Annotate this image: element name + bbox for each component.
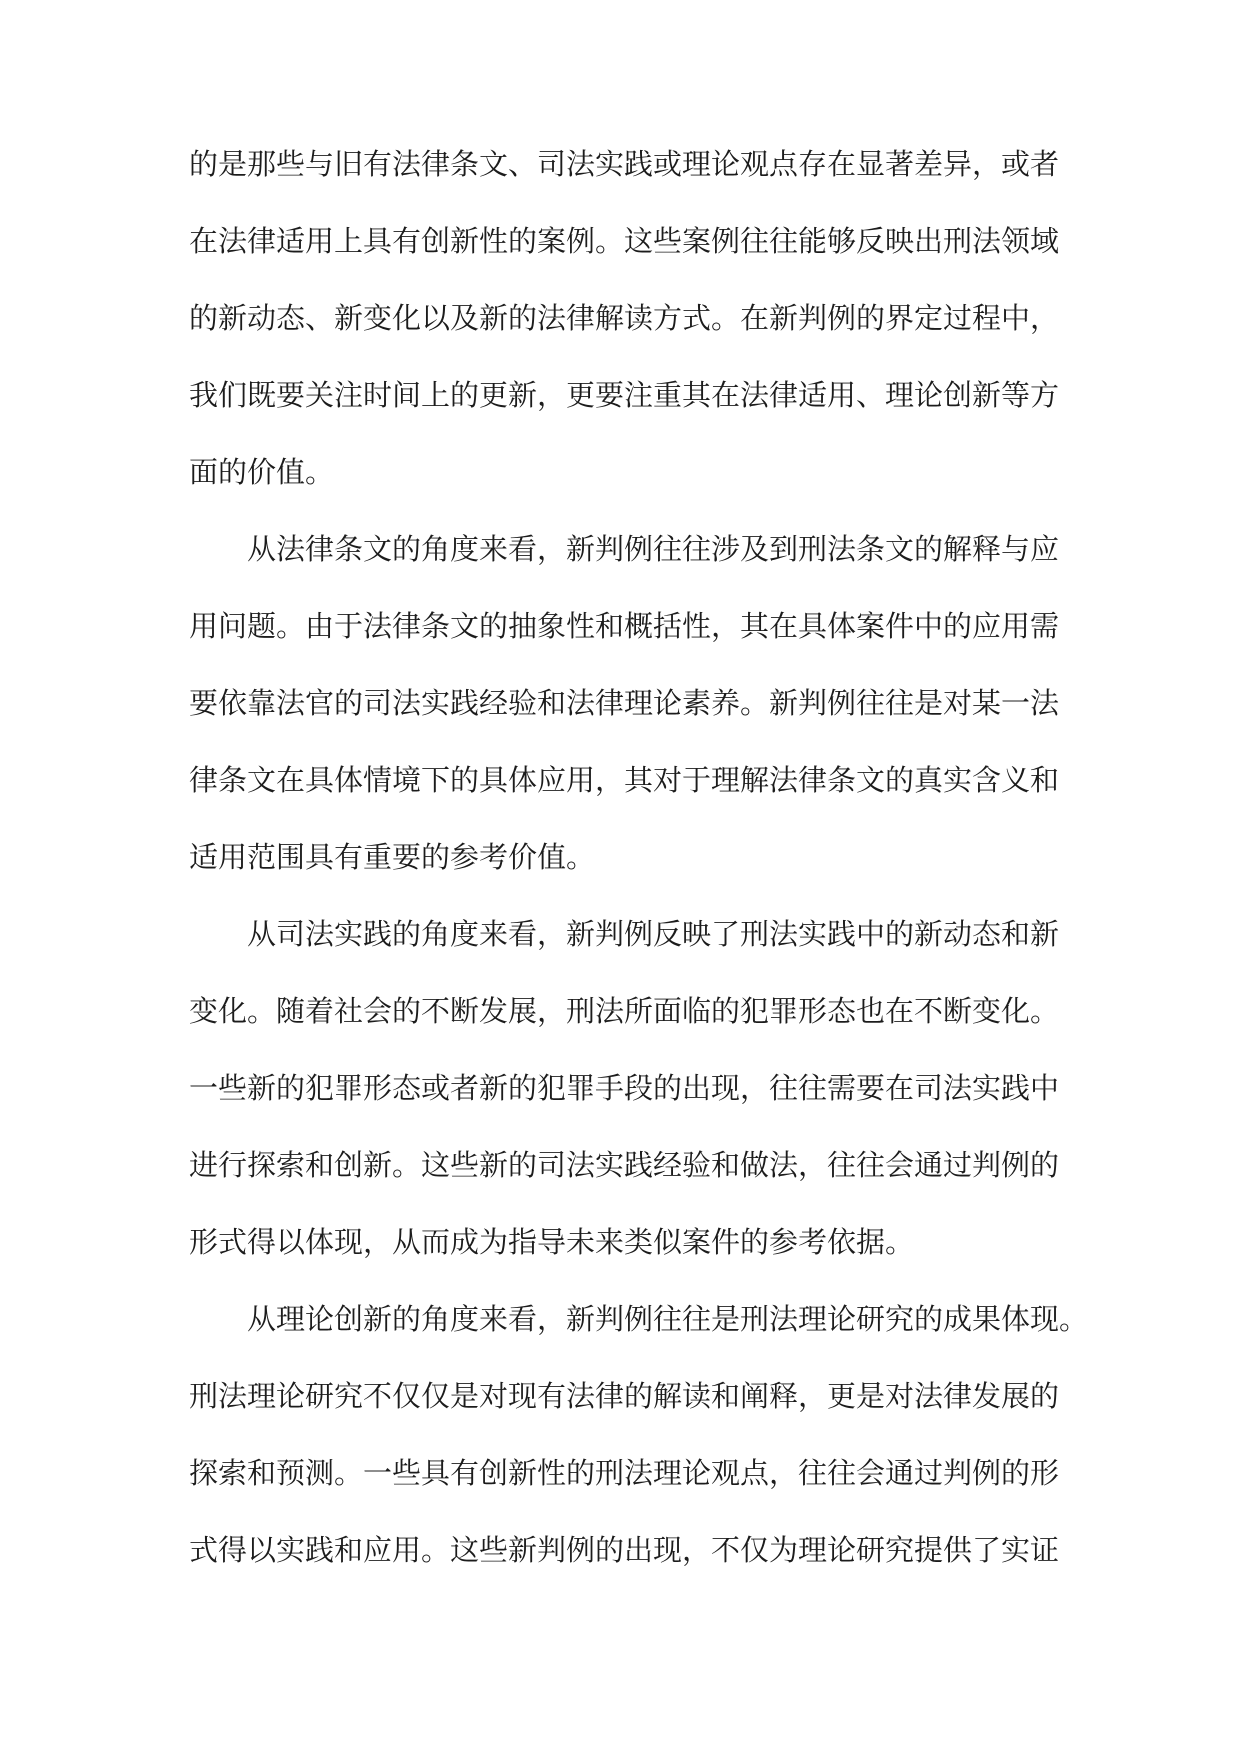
paragraph-3 (189, 914, 1059, 1299)
paragraph-line: 的新动态、新变化以及新的法律解读方式。在新判例的界定过程中， (189, 301, 1060, 335)
paragraph-line: 从司法实践的角度来看，新判例反映了刑法实践中的新动态和新 (247, 917, 1060, 951)
document-body (189, 144, 1089, 1607)
paragraph-line: 从理论创新的角度来看，新判例往往是刑法理论研究的成果体现。 (247, 1302, 1089, 1336)
paragraph-line: 面的价值。 (189, 455, 335, 489)
paragraph-line: 要依靠法官的司法实践经验和法律理论素养。新判例往往是对某一法 (189, 686, 1060, 720)
paragraph-line: 用问题。由于法律条文的抽象性和概括性，其在具体案件中的应用需 (189, 609, 1060, 643)
paragraph-line: 进行探索和创新。这些新的司法实践经验和做法，往往会通过判例的 (189, 1148, 1060, 1182)
paragraph-line: 探索和预测。一些具有创新性的刑法理论观点，往往会通过判例的形 (189, 1456, 1060, 1490)
paragraph-line: 适用范围具有重要的参考价值。 (189, 840, 596, 874)
paragraph-1 (189, 144, 1059, 529)
paragraph-line: 我们既要关注时间上的更新，更要注重其在法律适用、理论创新等方 (189, 378, 1060, 412)
paragraph-line: 变化。随着社会的不断发展，刑法所面临的犯罪形态也在不断变化。 (189, 994, 1060, 1028)
paragraph-line: 的是那些与旧有法律条文、司法实践或理论观点存在显著差异，或者 (189, 147, 1060, 181)
paragraph-line: 形式得以体现，从而成为指导未来类似案件的参考依据。 (189, 1225, 915, 1259)
paragraph-4 (189, 1299, 1089, 1607)
paragraph-line: 从法律条文的角度来看，新判例往往涉及到刑法条文的解释与应 (247, 532, 1060, 566)
paragraph-line: 式得以实践和应用。这些新判例的出现，不仅为理论研究提供了实证 (189, 1533, 1060, 1567)
paragraph-line: 刑法理论研究不仅仅是对现有法律的解读和阐释，更是对法律发展的 (189, 1379, 1060, 1413)
paragraph-line: 一些新的犯罪形态或者新的犯罪手段的出现，往往需要在司法实践中 (189, 1071, 1060, 1105)
paragraph-line: 律条文在具体情境下的具体应用，其对于理解法律条文的真实含义和 (189, 763, 1060, 797)
paragraph-2 (189, 529, 1059, 914)
paragraph-line: 在法律适用上具有创新性的案例。这些案例往往能够反映出刑法领域 (189, 224, 1060, 258)
